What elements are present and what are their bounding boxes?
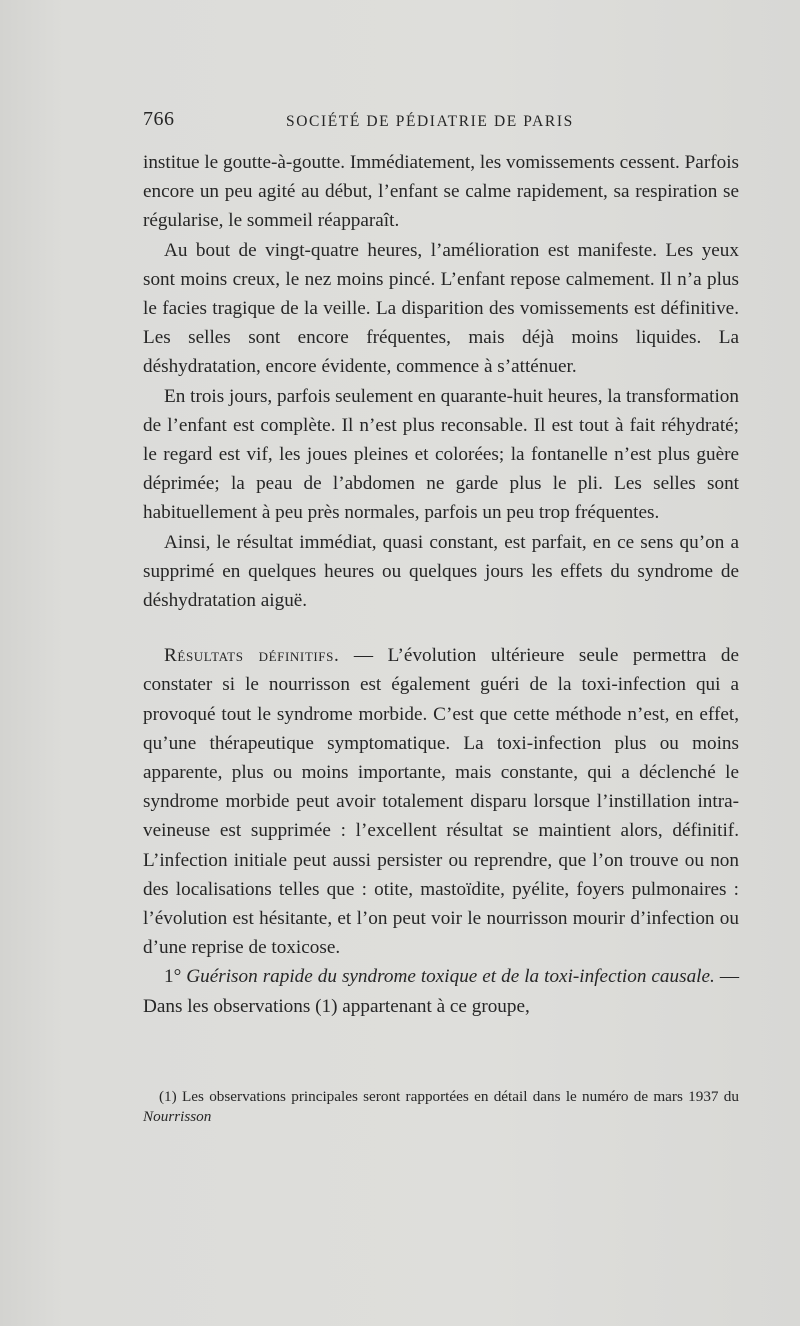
paragraph-resultat-immediat: Ainsi, le résultat immédiat, quasi constant, est parfait, en ce sens qu’on a supprimé en quelques heures ou quelques jours les effets du syndrome de déshydratation aiguë.: [143, 531, 739, 612]
body-text: [143, 148, 739, 1021]
subsection-text: — Dans les observations (1) appartenant à ce groupe,: [143, 966, 740, 1017]
footnote: [143, 1087, 739, 1127]
running-title: SOCIÉTÉ DE PÉDIATRIE DE PARIS: [286, 113, 574, 130]
paragraph-transformation: En trois jours, parfois seulement en quarante-huit heures, la transformation de l’enfant est complète. Il n’est plus reconsable. Il est tout à fait réhydraté; le regard est vif, les joues pleines et colorées; la fontanelle n’est plus guère déprimée; la peau de l’abdomen ne garde plus le pli. Les selles sont habituellement à peu près normales, parfois un peu trop fréquentes.: [143, 385, 739, 524]
page-number: 766: [143, 108, 175, 130]
paragraph-guerison-rapide: [143, 962, 739, 1020]
paragraph-amelioration: Au bout de vingt-quatre heures, l’amélioration est manifeste. Les yeux sont moins creux, le nez moins pincé. L’enfant repose calmement. Il n’a plus le facies tragique de la veille. La disparition des vomissements est définitive. Les selles sont encore fréquentes, mais déjà moins liquides. La déshydratation, encore évidente, commence à s’atténuer.: [143, 239, 739, 378]
subsection-number: 1°: [164, 966, 182, 988]
subsection-heading: Guérison rapide du syndrome toxique et de la toxi-infection causale.: [186, 966, 715, 988]
footnote-text: (1) Les observations principales seront rapportées en détail dans le numéro de mars 1937 du Nourrisson: [143, 1088, 739, 1125]
section-heading: Résultats définitifs.: [164, 645, 340, 667]
paragraph-resultats-definitifs: [143, 641, 739, 962]
footnote-journal: Nourrisson: [143, 1108, 212, 1125]
page-header: [143, 108, 743, 138]
section-text: — L’évolution ultérieure seule permettra de constater si le nourrisson est également guéri de la toxi-infection qui a provoqué tout le syndrome morbide. C’est que cette méthode n’est, en effet, qu’une thérapeutique symptomatique. La toxi-infection plus ou moins apparente, plus ou moins importante, mais constante, qui a déclenché le syndrome morbide peut avoir totalement disparu lorsque l’instillation intra-veineuse est supprimée : l’excellent résultat se maintient alors, définitif. L’infection initiale peut aussi persister ou reprendre, que l’on trouve ou non des localisations telles que : otite, mastoïdite, pyélite, foyers pulmonaires : l’évolution est hésitante, et l’on peut voir le nourrisson mourir d’infection ou d’une reprise de toxicose.: [143, 645, 739, 959]
paragraph-continuation: institue le goutte-à-goutte. Immédiatement, les vomissements cessent. Parfois encore un peu agité au début, l’enfant se calme rapidement, sa respiration se régularise, le sommeil réapparaît.: [143, 152, 739, 232]
